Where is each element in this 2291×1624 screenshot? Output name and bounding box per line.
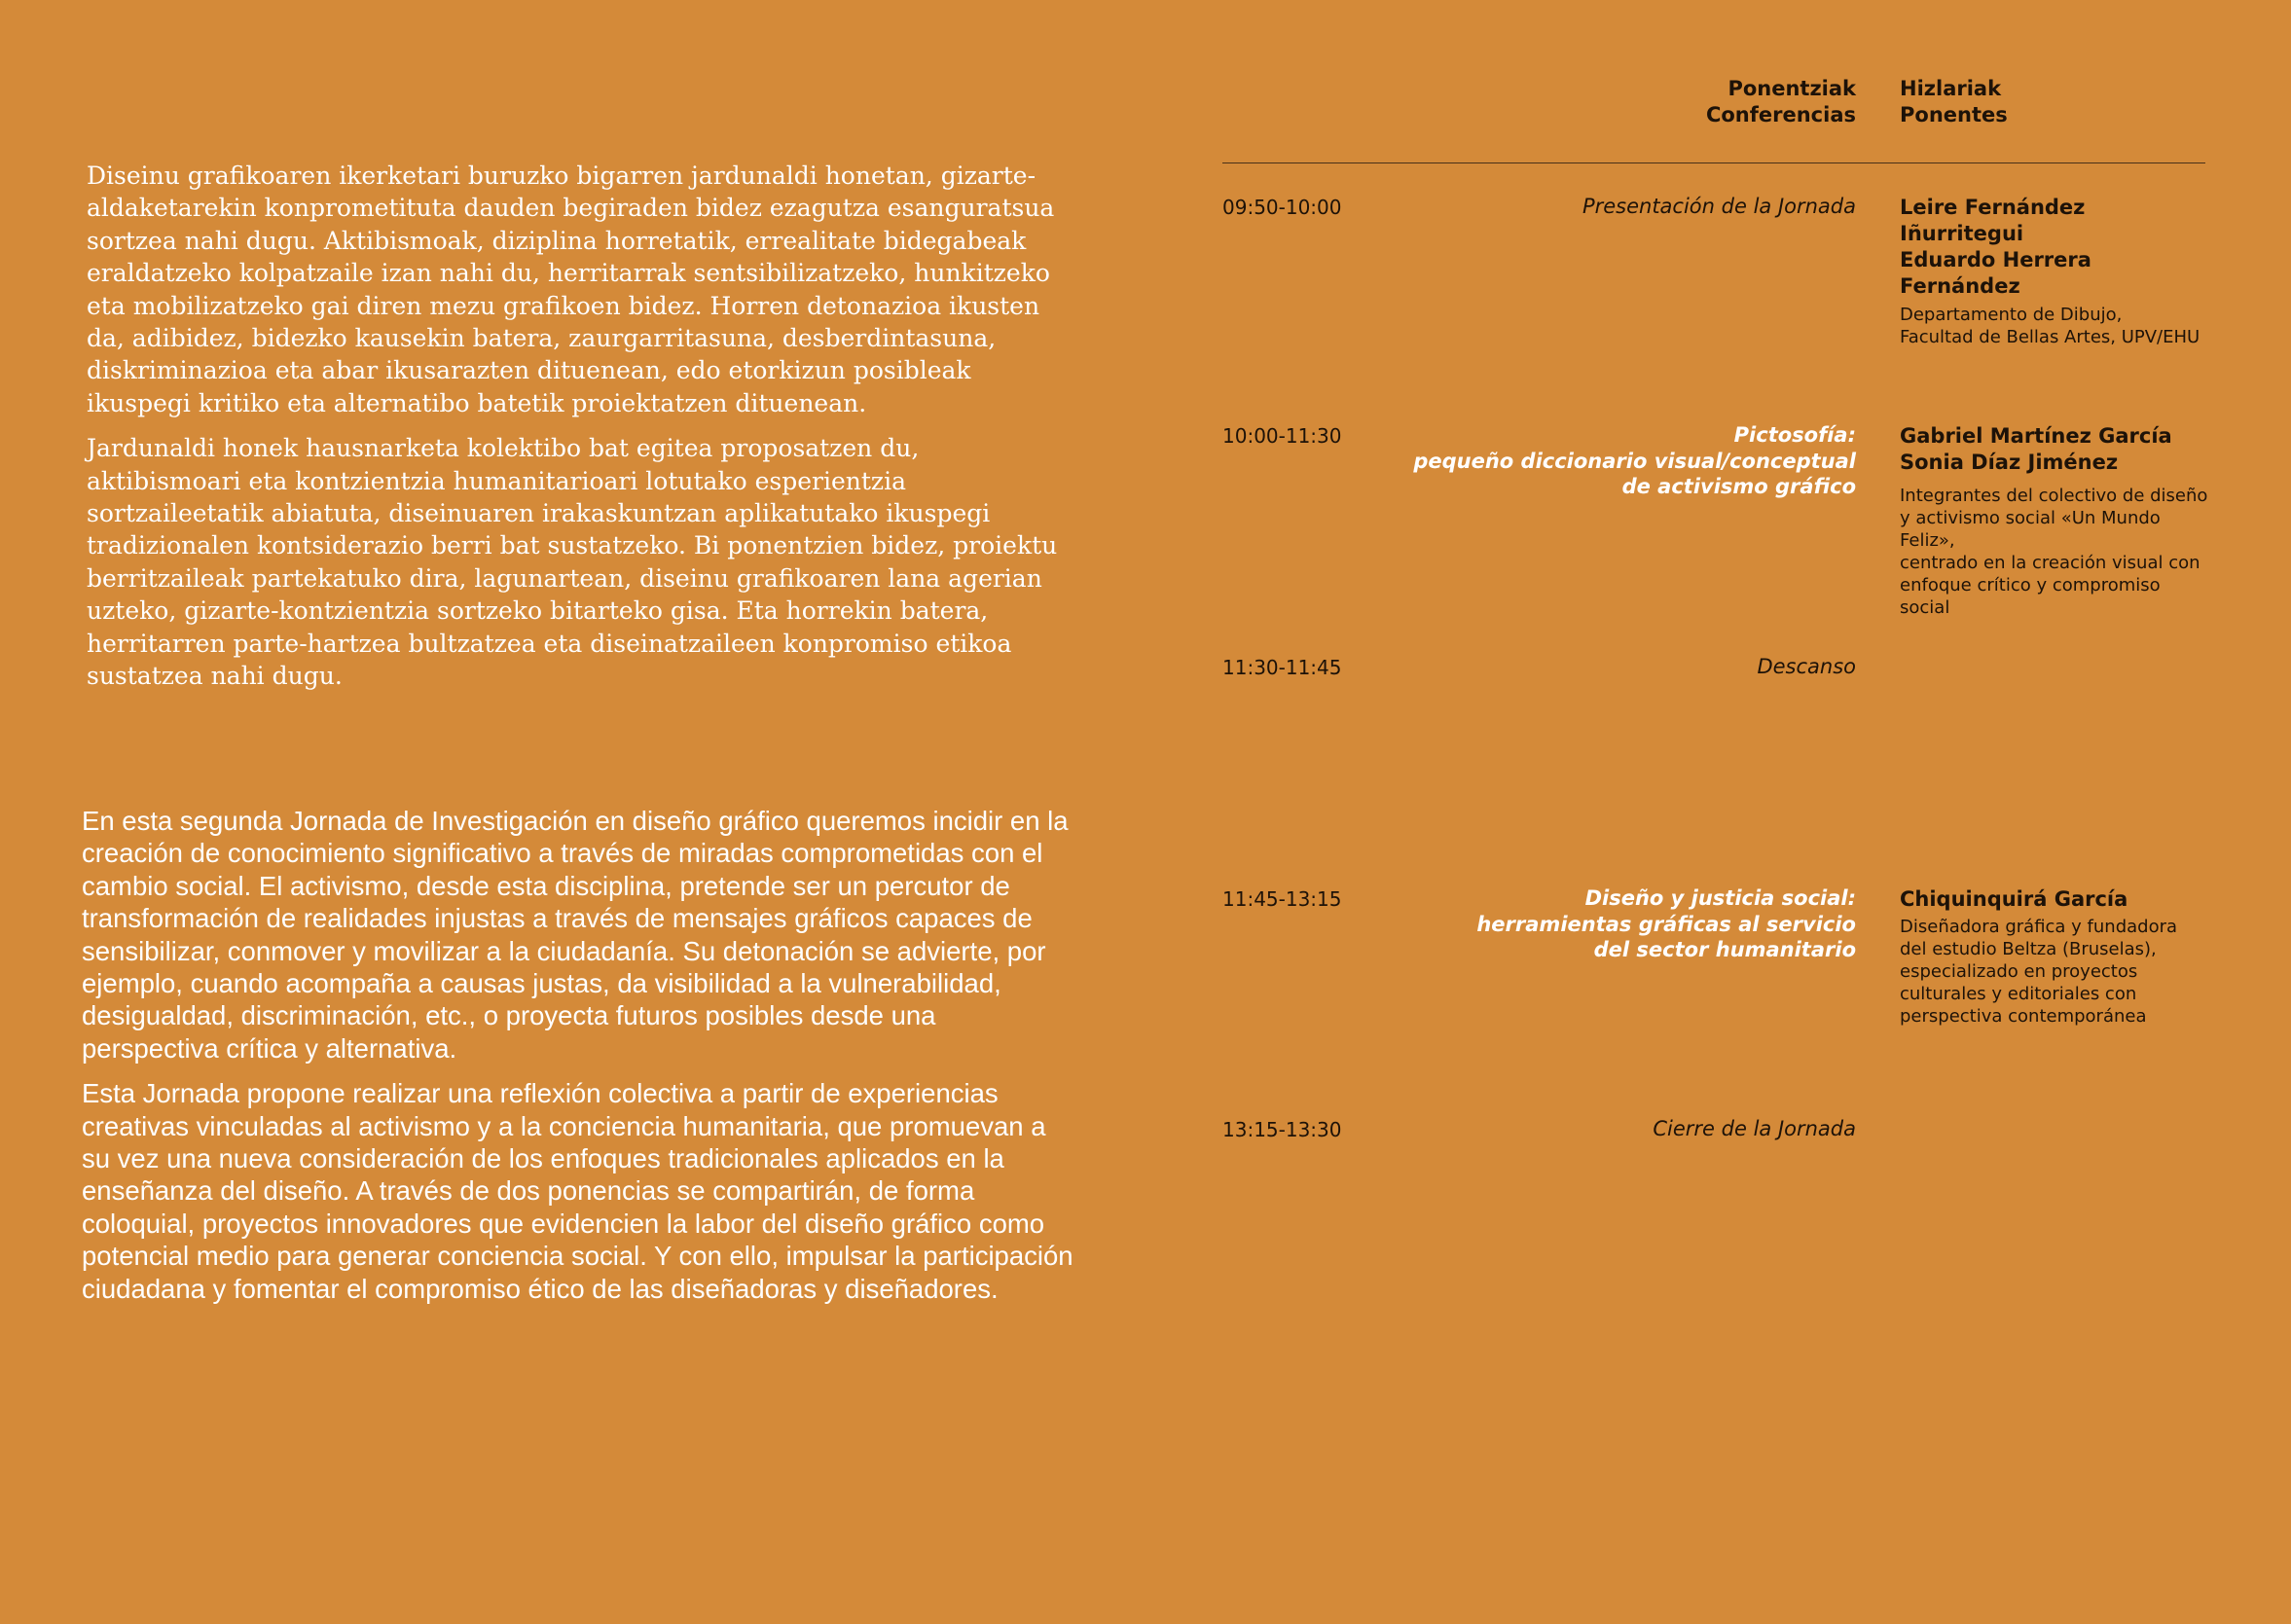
session-title bbox=[1350, 885, 1856, 963]
session-title-line: Presentación de la Jornada bbox=[1582, 195, 1856, 218]
speaker-affiliation bbox=[1900, 916, 2211, 1028]
basque-intro bbox=[87, 160, 1070, 705]
session-speakers bbox=[1900, 423, 2211, 619]
session-speakers bbox=[1900, 886, 2211, 1028]
spanish-intro bbox=[82, 805, 1074, 1317]
speaker-name: Chiquinquirá García bbox=[1900, 887, 2128, 911]
affiliation-line: especializado en proyectos bbox=[1900, 961, 2138, 982]
talks-header-spanish: Conferencias bbox=[1705, 103, 1856, 126]
session-title-line: de activismo gráfico bbox=[1621, 475, 1856, 498]
affiliation-line: Integrantes del colectivo de diseño bbox=[1900, 486, 2208, 506]
speakers-header-spanish: Ponentes bbox=[1900, 103, 2008, 126]
affiliation-line: enfoque crítico y compromiso bbox=[1900, 575, 2161, 595]
affiliation-line: perspectiva contemporánea bbox=[1900, 1006, 2147, 1027]
affiliation-line: Diseñadora gráfica y fundadora bbox=[1900, 917, 2178, 937]
affiliation-line: culturales y editoriales con bbox=[1900, 984, 2137, 1004]
basque-paragraph-2: Jardunaldi honek hausnarketa kolektibo bat egitea proposatzen du, aktibismoari eta kontzientzia humanitarioari lotutako esperientzia sortzaileetatik abiatuta, diseinuaren irakaskuntzan aplikatutako ikuspegi tradizionalen kontsiderazio berri bat sustatzeko. Bi ponentzien bidez, proiektu berritzaileak partekatuko dira, lagunartean, diseinu grafikoaren lana agerian uzteko, gizarte-kontzientzia sortzeko bitarteko gisa. Eta horrekin batera, herritarren parte-hartzea bultzatzea eta diseinatzaileen konpromiso etikoa sustatzea nahi dugu. bbox=[87, 434, 1058, 691]
session-time: 11:30-11:45 bbox=[1222, 656, 1342, 679]
talks-column-header bbox=[1706, 76, 1856, 128]
affiliation-line: social bbox=[1900, 597, 1950, 618]
speaker-affiliation bbox=[1900, 485, 2211, 619]
session-title-line: pequeño diccionario visual/conceptual bbox=[1413, 449, 1856, 473]
session-title-line: Cierre de la Jornada bbox=[1653, 1117, 1856, 1140]
session-title-line: Descanso bbox=[1757, 655, 1856, 678]
talks-header-basque: Ponentziak bbox=[1727, 77, 1856, 100]
speaker-name: Eduardo Herrera Fernández bbox=[1900, 248, 2091, 298]
affiliation-line: y activismo social «Un Mundo Feliz», bbox=[1900, 508, 2161, 551]
session-time: 10:00-11:30 bbox=[1222, 424, 1342, 448]
affiliation-line: Facultad de Bellas Artes, UPV/EHU bbox=[1900, 327, 2200, 347]
affiliation-line: Departamento de Dibujo, bbox=[1900, 305, 2123, 325]
speaker-affiliation bbox=[1900, 304, 2211, 348]
spanish-paragraph-1: En esta segunda Jornada de Investigación en diseño gráfico queremos incidir en la creación de conocimiento significativo a través de miradas comprometidas con el cambio social. El activismo, desde esta disciplina, pretende ser un percutor de transformación de realidades injustas a través de mensajes gráficos capaces de sensibilizar, conmover y movilizar a la ciudadanía. Su detonación se advierte, por ejemplo, cuando acompaña a causas justas, da visibilidad a la vulnerabilidad, desigualdad, discriminación, etc., o proyecta futuros posibles desde una perspectiva crítica y alternativa. bbox=[82, 806, 1069, 1064]
session-title-line: del sector humanitario bbox=[1593, 938, 1856, 961]
session-speakers bbox=[1900, 195, 2211, 348]
session-title bbox=[1350, 194, 1856, 220]
speaker-name: Gabriel Martínez García bbox=[1900, 424, 2172, 448]
session-title bbox=[1350, 654, 1856, 680]
session-title-line: Pictosofía: bbox=[1733, 423, 1856, 447]
session-title-line: Diseño y justicia social: bbox=[1584, 886, 1856, 910]
spanish-paragraph-2: Esta Jornada propone realizar una reflexión colectiva a partir de experiencias creativas vinculadas al activismo y a la conciencia humanitaria, que promuevan a su vez una nueva consideración de los enfoques tradicionales aplicados en la enseñanza del diseño. A través de dos ponencias se compartirán, de forma coloquial, proyectos innovadores que evidencien la labor del diseño gráfico como potencial medio para generar conciencia social. Y con ello, impulsar la participación ciudadana y fomentar el compromiso ético de las diseñadoras y diseñadores. bbox=[82, 1078, 1073, 1304]
speaker-name: Leire Fernández Iñurritegui bbox=[1900, 196, 2086, 245]
session-time: 09:50-10:00 bbox=[1222, 196, 1342, 219]
header-divider bbox=[1222, 162, 2205, 163]
session-time: 11:45-13:15 bbox=[1222, 887, 1342, 911]
affiliation-line: centrado en la creación visual con bbox=[1900, 553, 2200, 573]
speakers-header-basque: Hizlariak bbox=[1900, 77, 2002, 100]
basque-paragraph-1: Diseinu grafikoaren ikerketari buruzko bigarren jardunaldi honetan, gizarte-aldaketarekin konprometituta dauden begiraden bidez ezagutza esanguratsua sortzea nahi dugu. Aktibismoak, diziplina horretatik, errealitate bidegabeak eraldatzeko kolpatzaile izan nahi du, herritarrak sentsibilizatzeko, hunkitzeko eta mobilizatzeko gai diren mezu grafikoen bidez. Horren detonazioa ikusten da, adibidez, bidezko kausekin batera, zaurgarritasuna, desberdintasuna, diskriminazioa eta abar ikusarazten dituenean, edo etorkizun posibleak ikuspegi kritiko eta alternatibo batetik proiektatzen dituenean. bbox=[87, 162, 1055, 417]
session-title bbox=[1350, 422, 1856, 500]
session-title-line: herramientas gráficas al servicio bbox=[1476, 912, 1856, 936]
session-time: 13:15-13:30 bbox=[1222, 1118, 1342, 1141]
session-title bbox=[1350, 1116, 1856, 1142]
affiliation-line: del estudio Beltza (Bruselas), bbox=[1900, 939, 2157, 959]
speaker-name: Sonia Díaz Jiménez bbox=[1900, 451, 2119, 474]
speakers-column-header bbox=[1900, 76, 2008, 128]
